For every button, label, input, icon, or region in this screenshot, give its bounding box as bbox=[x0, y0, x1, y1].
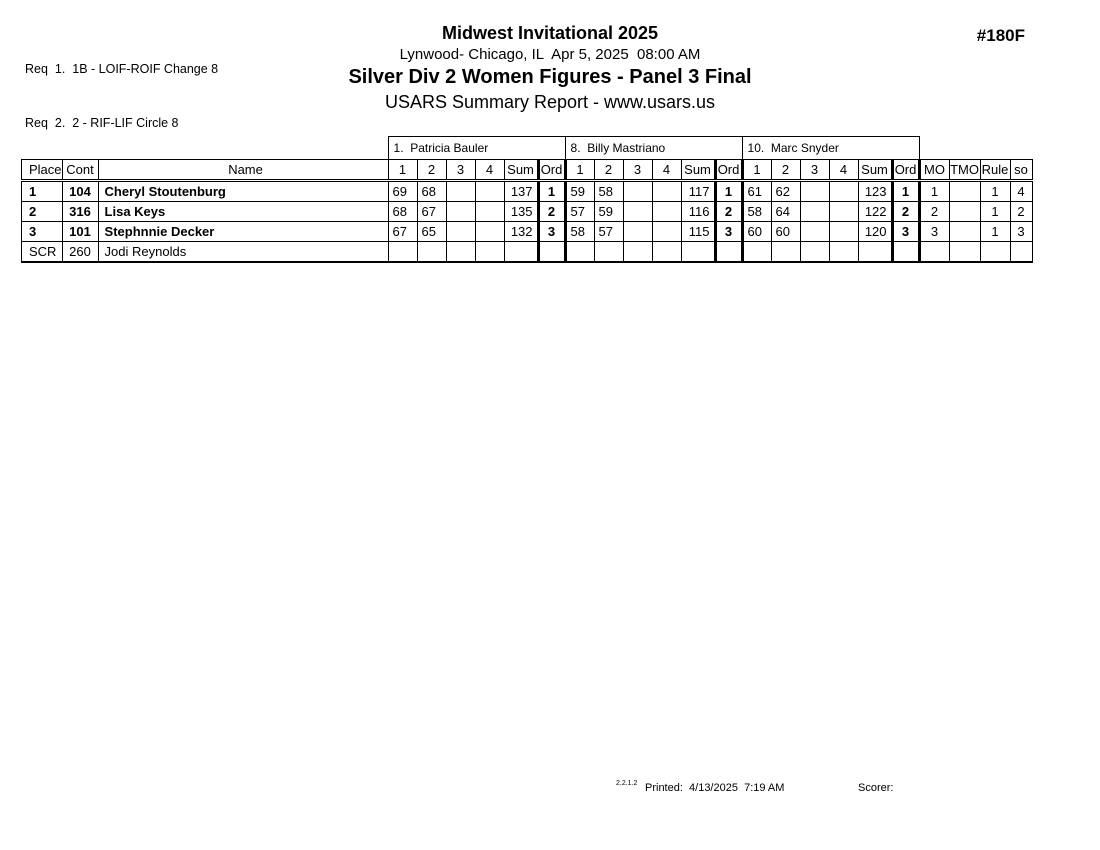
header-cont: Cont bbox=[62, 160, 98, 181]
cell-score bbox=[623, 202, 652, 222]
requirement-1: Req 1. 1B - LOIF-ROIF Change 8 bbox=[25, 62, 219, 76]
cell-cont: 104 bbox=[62, 181, 98, 202]
cell-score bbox=[623, 242, 652, 263]
header-j1-3: 3 bbox=[446, 160, 475, 181]
cell-score: 62 bbox=[771, 181, 800, 202]
cell-score bbox=[475, 181, 504, 202]
cell-score bbox=[800, 242, 829, 263]
result-row-2 bbox=[22, 202, 1033, 222]
cell-score: 64 bbox=[771, 202, 800, 222]
cell-score bbox=[475, 202, 504, 222]
column-header-row bbox=[22, 160, 1033, 181]
cell-score bbox=[652, 242, 681, 263]
cell-score bbox=[829, 242, 858, 263]
cell-tmo bbox=[949, 181, 980, 202]
cell-tmo bbox=[949, 202, 980, 222]
cell-sum: 132 bbox=[504, 222, 538, 242]
cell-score bbox=[800, 222, 829, 242]
header-j3-ord: Ord bbox=[892, 160, 919, 181]
spacer-cell bbox=[22, 137, 389, 160]
cell-score: 58 bbox=[742, 202, 771, 222]
cell-sum bbox=[681, 242, 715, 263]
cell-ord: 1 bbox=[892, 181, 919, 202]
cell-cont: 260 bbox=[62, 242, 98, 263]
judge-3-header: 10. Marc Snyder bbox=[742, 137, 919, 160]
cell-score bbox=[623, 181, 652, 202]
cell-sum: 137 bbox=[504, 181, 538, 202]
cell-score: 61 bbox=[742, 181, 771, 202]
header-name: Name bbox=[98, 160, 388, 181]
cell-score: 69 bbox=[388, 181, 417, 202]
cell-cont: 101 bbox=[62, 222, 98, 242]
cell-ord: 2 bbox=[538, 202, 565, 222]
header-so: so bbox=[1010, 160, 1032, 181]
cell-score bbox=[623, 222, 652, 242]
cell-name: Cheryl Stoutenburg bbox=[98, 181, 388, 202]
cell-ord bbox=[715, 242, 742, 263]
header-j2-3: 3 bbox=[623, 160, 652, 181]
cell-ord: 1 bbox=[715, 181, 742, 202]
cell-score: 65 bbox=[417, 222, 446, 242]
cell-sum: 123 bbox=[858, 181, 892, 202]
header-j1-4: 4 bbox=[475, 160, 504, 181]
judge-header-row bbox=[22, 137, 1033, 160]
cell-sum: 116 bbox=[681, 202, 715, 222]
header-tmo: TMO bbox=[949, 160, 980, 181]
cell-ord bbox=[538, 242, 565, 263]
cell-score bbox=[652, 222, 681, 242]
requirement-2: Req 2. 2 - RIF-LIF Circle 8 bbox=[25, 116, 179, 130]
meet-location-date: Lynwood- Chicago, IL Apr 5, 2025 08:00 AM bbox=[399, 46, 701, 63]
cell-mo: 2 bbox=[919, 202, 949, 222]
judge-1-header: 1. Patricia Bauler bbox=[388, 137, 565, 160]
cell-so: 3 bbox=[1010, 222, 1032, 242]
cell-score: 58 bbox=[565, 222, 594, 242]
header-j3-3: 3 bbox=[800, 160, 829, 181]
header-j1-sum: Sum bbox=[504, 160, 538, 181]
header-j3-sum: Sum bbox=[858, 160, 892, 181]
cell-score bbox=[475, 242, 504, 263]
cell-so: 2 bbox=[1010, 202, 1032, 222]
cell-score: 68 bbox=[417, 181, 446, 202]
cell-sum: 115 bbox=[681, 222, 715, 242]
printed-timestamp: Printed: 4/13/2025 7:19 AM bbox=[645, 782, 785, 794]
cell-score bbox=[652, 181, 681, 202]
cell-ord bbox=[892, 242, 919, 263]
report-footer bbox=[0, 780, 1100, 800]
cell-score bbox=[829, 222, 858, 242]
header-mo: MO bbox=[919, 160, 949, 181]
cell-rule bbox=[980, 242, 1010, 263]
header-j1-ord: Ord bbox=[538, 160, 565, 181]
cell-mo: 1 bbox=[919, 181, 949, 202]
cell-sum: 135 bbox=[504, 202, 538, 222]
report-type: USARS Summary Report - www.usars.us bbox=[384, 92, 716, 112]
header-j2-sum: Sum bbox=[681, 160, 715, 181]
header-j1-2: 2 bbox=[417, 160, 446, 181]
header-j3-4: 4 bbox=[829, 160, 858, 181]
cell-score bbox=[829, 181, 858, 202]
cell-place: SCR bbox=[22, 242, 63, 263]
cell-sum: 117 bbox=[681, 181, 715, 202]
cell-ord: 2 bbox=[892, 202, 919, 222]
judge-2-header: 8. Billy Mastriano bbox=[565, 137, 742, 160]
cell-score: 57 bbox=[565, 202, 594, 222]
meet-title: Midwest Invitational 2025 bbox=[441, 23, 659, 43]
scorer-label: Scorer: bbox=[858, 782, 894, 794]
cell-place: 1 bbox=[22, 181, 63, 202]
header-j2-4: 4 bbox=[652, 160, 681, 181]
version-text: 2.2.1.2 bbox=[616, 780, 638, 787]
cell-score: 59 bbox=[594, 202, 623, 222]
cell-score: 59 bbox=[565, 181, 594, 202]
cell-ord: 1 bbox=[538, 181, 565, 202]
cell-score bbox=[446, 222, 475, 242]
cell-score bbox=[829, 202, 858, 222]
cell-score bbox=[771, 242, 800, 263]
spacer-cell bbox=[919, 137, 1032, 160]
report-header bbox=[0, 23, 1100, 113]
cell-mo: 3 bbox=[919, 222, 949, 242]
cell-rule: 1 bbox=[980, 202, 1010, 222]
cell-score: 57 bbox=[594, 222, 623, 242]
event-title: Silver Div 2 Women Figures - Panel 3 Final bbox=[348, 66, 752, 88]
cell-score bbox=[388, 242, 417, 263]
header-j2-2: 2 bbox=[594, 160, 623, 181]
cell-ord: 3 bbox=[538, 222, 565, 242]
cell-score bbox=[565, 242, 594, 263]
cell-score: 60 bbox=[771, 222, 800, 242]
cell-ord: 3 bbox=[715, 222, 742, 242]
cell-score bbox=[446, 181, 475, 202]
cell-so: 4 bbox=[1010, 181, 1032, 202]
cell-sum bbox=[858, 242, 892, 263]
cell-cont: 316 bbox=[62, 202, 98, 222]
cell-name: Jodi Reynolds bbox=[98, 242, 388, 263]
cell-mo bbox=[919, 242, 949, 263]
cell-tmo bbox=[949, 242, 980, 263]
cell-score bbox=[652, 202, 681, 222]
cell-sum bbox=[504, 242, 538, 263]
cell-score: 67 bbox=[388, 222, 417, 242]
cell-score bbox=[446, 242, 475, 263]
results-table bbox=[21, 136, 1033, 263]
event-number: #180F bbox=[976, 26, 1025, 45]
result-row-1 bbox=[22, 181, 1033, 202]
cell-score bbox=[475, 222, 504, 242]
cell-score bbox=[446, 202, 475, 222]
header-j3-2: 2 bbox=[771, 160, 800, 181]
cell-score bbox=[800, 181, 829, 202]
header-j1-1: 1 bbox=[388, 160, 417, 181]
cell-score: 58 bbox=[594, 181, 623, 202]
cell-score: 60 bbox=[742, 222, 771, 242]
cell-tmo bbox=[949, 222, 980, 242]
header-j2-1: 1 bbox=[565, 160, 594, 181]
cell-rule: 1 bbox=[980, 181, 1010, 202]
cell-rule: 1 bbox=[980, 222, 1010, 242]
header-place: Place bbox=[22, 160, 63, 181]
cell-score bbox=[594, 242, 623, 263]
result-row-3 bbox=[22, 222, 1033, 242]
cell-ord: 3 bbox=[892, 222, 919, 242]
cell-score bbox=[800, 202, 829, 222]
cell-place: 2 bbox=[22, 202, 63, 222]
cell-sum: 120 bbox=[858, 222, 892, 242]
result-row-scr bbox=[22, 242, 1033, 263]
cell-name: Lisa Keys bbox=[98, 202, 388, 222]
results-table-wrapper bbox=[21, 136, 1033, 263]
cell-name: Stephnnie Decker bbox=[98, 222, 388, 242]
header-rule: Rule bbox=[980, 160, 1010, 181]
cell-score bbox=[417, 242, 446, 263]
header-j3-1: 1 bbox=[742, 160, 771, 181]
cell-so bbox=[1010, 242, 1032, 263]
cell-score: 67 bbox=[417, 202, 446, 222]
cell-sum: 122 bbox=[858, 202, 892, 222]
cell-place: 3 bbox=[22, 222, 63, 242]
header-j2-ord: Ord bbox=[715, 160, 742, 181]
cell-score: 68 bbox=[388, 202, 417, 222]
cell-score bbox=[742, 242, 771, 263]
cell-ord: 2 bbox=[715, 202, 742, 222]
